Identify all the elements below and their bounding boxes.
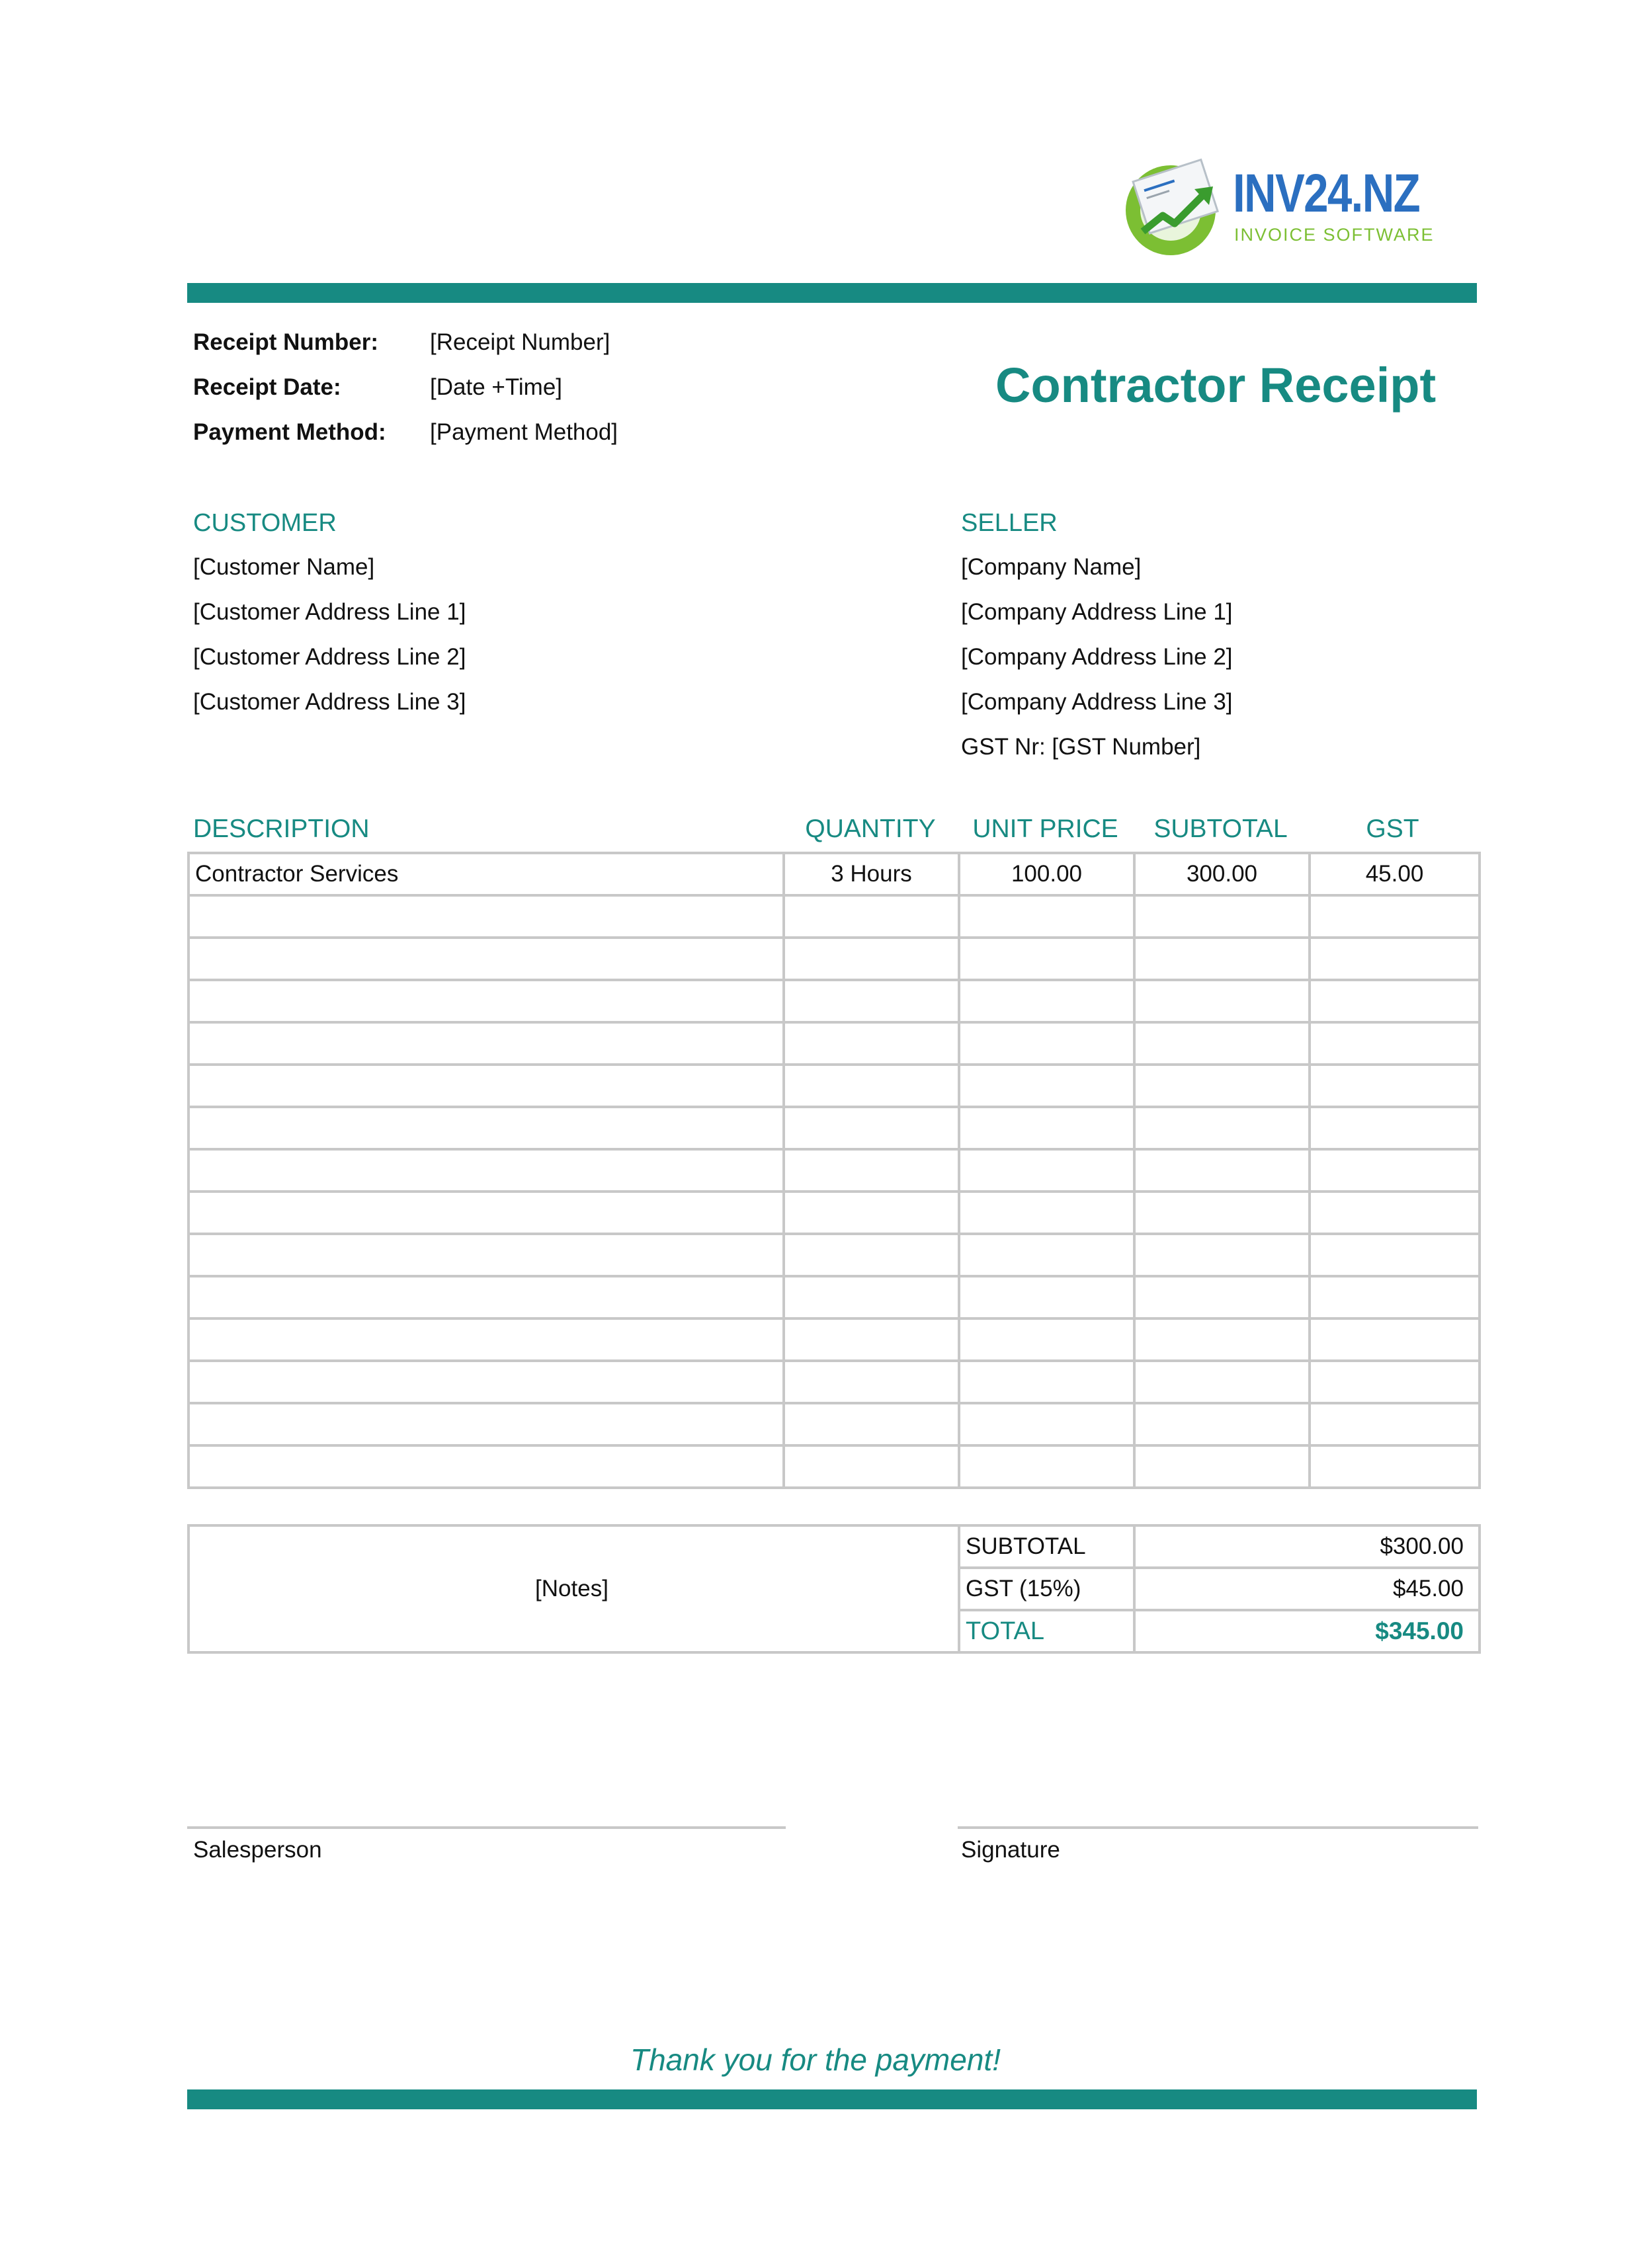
total-value: $345.00 [1134,1610,1480,1652]
table-cell-empty [188,980,784,1022]
table-row-empty [188,1445,1480,1488]
table-cell-empty [188,1276,784,1318]
table-cell-empty [959,1403,1134,1445]
table-cell-empty [1310,1107,1480,1149]
table-cell-empty [784,1361,959,1403]
table-cell-empty [959,895,1134,938]
table-cell-empty [1310,1065,1480,1107]
table-cell-empty [188,1361,784,1403]
table-cell-empty [1134,1065,1310,1107]
table-cell-empty [1310,1192,1480,1234]
table-cell-empty [188,1022,784,1065]
item-description: Contractor Services [188,853,784,895]
table-cell-empty [784,1276,959,1318]
header-divider-bar [187,283,1477,303]
table-cell-empty [1134,1445,1310,1488]
table-cell-empty [959,1361,1134,1403]
table-row-empty [188,938,1480,980]
table-cell-empty [1134,895,1310,938]
table-cell-empty [784,1318,959,1361]
table-cell-empty [959,1276,1134,1318]
signature-label: Signature [961,1837,1060,1863]
table-cell-empty [1134,938,1310,980]
column-header-description: DESCRIPTION [193,815,370,843]
customer-address-line-2: [Customer Address Line 2] [193,644,466,670]
total-label: TOTAL [959,1610,1134,1652]
table-cell-empty [188,1318,784,1361]
table-cell-empty [784,1107,959,1149]
salesperson-signature-line [187,1826,786,1829]
item-subtotal: 300.00 [1134,853,1310,895]
table-cell-empty [1134,1149,1310,1192]
table-cell-empty [784,1192,959,1234]
customer-name: [Customer Name] [193,554,375,580]
seller-heading: SELLER [961,509,1058,537]
logo-emblem-icon [1116,152,1235,258]
table-row-empty [188,1022,1480,1065]
seller-company-name: [Company Name] [961,554,1142,580]
table-cell-empty [959,938,1134,980]
item-quantity: 3 Hours [784,853,959,895]
table-cell-empty [784,1234,959,1276]
signature-line [958,1826,1478,1829]
logo-wordmark: INV24.NZ [1233,163,1420,223]
table-row-empty [188,1361,1480,1403]
table-cell-empty [959,1234,1134,1276]
table-cell-empty [1134,1192,1310,1234]
table-cell-empty [784,1445,959,1488]
table-cell-empty [784,1065,959,1107]
company-logo [1116,152,1460,258]
column-header-gst: GST [1366,815,1419,843]
table-cell-empty [959,1065,1134,1107]
payment-method-label: Payment Method: [193,419,386,445]
table-row-empty [188,1065,1480,1107]
table-cell-empty [188,1234,784,1276]
table-cell-empty [188,1149,784,1192]
table-cell-empty [1134,1022,1310,1065]
table-cell-empty [1310,895,1480,938]
seller-gst-number: GST Nr: [GST Number] [961,734,1201,760]
table-cell-empty [188,1107,784,1149]
receipt-date-value: [Date +Time] [430,374,563,400]
receipt-number-value: [Receipt Number] [430,329,610,355]
table-cell-empty [1134,1107,1310,1149]
table-row-empty [188,1234,1480,1276]
table-cell-empty [1310,1318,1480,1361]
table-cell-empty [784,980,959,1022]
table-row-empty [188,1107,1480,1149]
seller-address-line-1: [Company Address Line 1] [961,599,1233,625]
salesperson-label: Salesperson [193,1837,322,1863]
table-cell-empty [959,1445,1134,1488]
thank-you-message: Thank you for the payment! [630,2043,1001,2077]
table-cell-empty [1310,1276,1480,1318]
receipt-number-label: Receipt Number: [193,329,379,355]
column-header-quantity: QUANTITY [805,815,936,843]
table-cell-empty [188,1065,784,1107]
table-cell-empty [959,1149,1134,1192]
table-cell-empty [1310,1403,1480,1445]
table-cell-empty [188,1445,784,1488]
table-cell-empty [959,980,1134,1022]
table-row-empty [188,1192,1480,1234]
table-row-empty [188,1318,1480,1361]
table-cell-empty [784,1403,959,1445]
table-cell-empty [1134,1318,1310,1361]
notes-field: [Notes] [188,1525,959,1652]
table-cell-empty [188,938,784,980]
table-cell-empty [188,1403,784,1445]
customer-address-line-1: [Customer Address Line 1] [193,599,466,625]
table-cell-empty [1310,1234,1480,1276]
table-cell-empty [188,1192,784,1234]
table-row-empty [188,980,1480,1022]
table-cell-empty [1134,1234,1310,1276]
table-cell-empty [188,895,784,938]
document-title: Contractor Receipt [995,358,1437,413]
logo-tagline: INVOICE SOFTWARE [1234,225,1435,245]
gst-label: GST (15%) [959,1568,1134,1610]
table-row-empty [188,1276,1480,1318]
table-cell-empty [1310,938,1480,980]
table-cell-empty [784,1149,959,1192]
table-cell-empty [1134,980,1310,1022]
table-cell-empty [1310,1022,1480,1065]
table-cell-empty [1134,1361,1310,1403]
receipt-date-label: Receipt Date: [193,374,341,400]
gst-value: $45.00 [1134,1568,1480,1610]
line-items-table [187,852,1481,1489]
table-cell-empty [959,1107,1134,1149]
table-cell-empty [1134,1276,1310,1318]
seller-address-line-3: [Company Address Line 3] [961,689,1233,715]
column-header-unit-price: UNIT PRICE [972,815,1118,843]
item-unit-price: 100.00 [959,853,1134,895]
table-cell-empty [1310,1445,1480,1488]
table-cell-empty [784,895,959,938]
column-header-subtotal: SUBTOTAL [1153,815,1288,843]
table-cell-empty [784,1022,959,1065]
table-cell-empty [959,1318,1134,1361]
table-cell-empty [1310,980,1480,1022]
table-cell-empty [1310,1361,1480,1403]
item-gst: 45.00 [1310,853,1480,895]
totals-table [187,1524,1481,1654]
table-cell-empty [959,1192,1134,1234]
subtotal-value: $300.00 [1134,1525,1480,1568]
table-cell-empty [959,1022,1134,1065]
subtotal-row [188,1525,1480,1568]
table-row-empty [188,895,1480,938]
seller-address-line-2: [Company Address Line 2] [961,644,1233,670]
table-row-empty [188,1403,1480,1445]
table-row [188,853,1480,895]
payment-method-value: [Payment Method] [430,419,618,445]
table-cell-empty [1310,1149,1480,1192]
footer-divider-bar [187,2089,1477,2109]
customer-address-line-3: [Customer Address Line 3] [193,689,466,715]
customer-heading: CUSTOMER [193,509,337,537]
table-cell-empty [1134,1403,1310,1445]
subtotal-label: SUBTOTAL [959,1525,1134,1568]
table-cell-empty [784,938,959,980]
table-row-empty [188,1149,1480,1192]
